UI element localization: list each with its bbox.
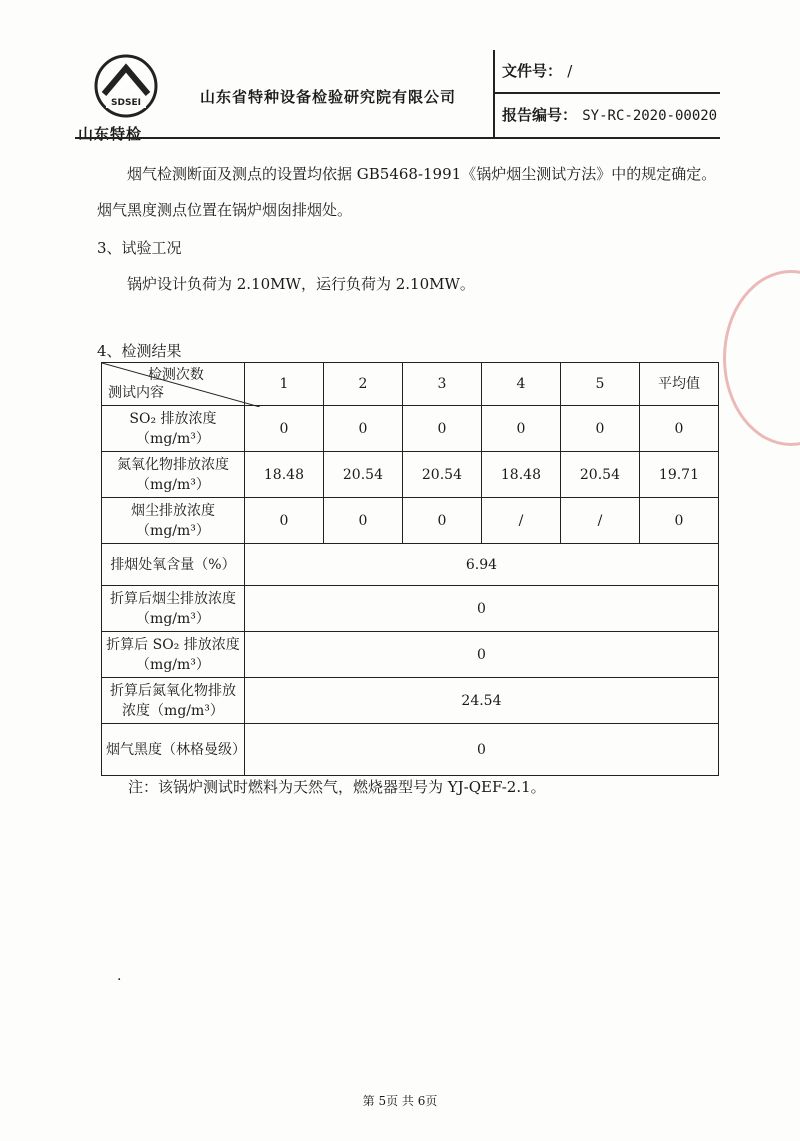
- table-cell: /: [560, 498, 639, 544]
- summary-row: [102, 632, 719, 678]
- report-number-value: SY-RC-2020-00020: [582, 108, 718, 124]
- summary-value: 0: [244, 632, 718, 678]
- section-3-title: 3、试验工况: [97, 239, 182, 257]
- summary-row: [102, 544, 719, 586]
- row-label: 折算后氮氧化物排放浓度（mg/m³）: [102, 678, 245, 724]
- row-label: 烟尘排放浓度（mg/m³）: [102, 498, 245, 544]
- header-divider: [493, 50, 495, 138]
- table-cell: 20.54: [560, 452, 639, 498]
- table-row: [102, 498, 719, 544]
- logo-text: SDSEI: [111, 98, 141, 108]
- table-cell: /: [481, 498, 560, 544]
- table-cell: 18.48: [244, 452, 323, 498]
- row-label: SO₂ 排放浓度（mg/m³）: [102, 406, 245, 452]
- table-cell: 20.54: [402, 452, 481, 498]
- doc-number-value: /: [567, 62, 573, 80]
- official-seal: [723, 270, 800, 446]
- column-header: 4: [481, 363, 560, 406]
- table-row: [102, 452, 719, 498]
- doc-number-label: 文件号：: [502, 62, 563, 80]
- table-note: 注：该锅炉测试时燃料为天然气，燃烧器型号为 YJ-QEF-2.1。: [128, 778, 546, 796]
- logo-caption: 山东特检: [78, 125, 143, 143]
- table-cell: 20.54: [323, 452, 402, 498]
- paragraph-measurement: 烟气检测断面及测点的设置均依据 GB5468-1991《锅炉烟尘测试方法》中的规定确定。烟气黑度测点位置在锅炉烟囱排烟处。: [97, 165, 717, 219]
- column-header: 平均值: [639, 363, 718, 406]
- report-number-label: 报告编号：: [502, 106, 578, 124]
- column-header: 1: [244, 363, 323, 406]
- company-name: 山东省特种设备检验研究院有限公司: [200, 88, 457, 106]
- column-header: 2: [323, 363, 402, 406]
- table-cell: 0: [402, 498, 481, 544]
- table-cell: 0: [244, 498, 323, 544]
- summary-row: [102, 678, 719, 724]
- table-cell: 0: [244, 406, 323, 452]
- table-cell: 19.71: [639, 452, 718, 498]
- row-label: 折算后 SO₂ 排放浓度（mg/m³）: [102, 632, 245, 678]
- section-4-title: 4、检测结果: [97, 342, 182, 360]
- table-cell: 0: [402, 406, 481, 452]
- column-header: 3: [402, 363, 481, 406]
- column-header: 5: [560, 363, 639, 406]
- table-cell: 0: [639, 406, 718, 452]
- table-corner-cell: [102, 363, 245, 406]
- table-cell: 0: [639, 498, 718, 544]
- report-number: [502, 104, 717, 125]
- summary-row: [102, 724, 719, 776]
- summary-value: 0: [244, 586, 718, 632]
- header-divider: [493, 92, 720, 94]
- corner-label-bottom: 测试内容: [108, 385, 164, 401]
- page-footer: 第 5页 共 6页: [362, 1094, 438, 1108]
- header-rule: [75, 137, 720, 139]
- table-cell: 0: [323, 406, 402, 452]
- summary-row: [102, 586, 719, 632]
- doc-number: [502, 60, 572, 81]
- table-cell: 18.48: [481, 452, 560, 498]
- summary-value: 0: [244, 724, 718, 776]
- corner-label-top: 检测次数: [147, 367, 204, 383]
- table-cell: 0: [481, 406, 560, 452]
- row-label: 烟气黑度（林格曼级）: [102, 724, 245, 776]
- row-label: 氮氧化物排放浓度（mg/m³）: [102, 452, 245, 498]
- summary-value: 24.54: [244, 678, 718, 724]
- stray-mark: .: [117, 968, 122, 984]
- results-table: [101, 362, 719, 776]
- table-header-row: [102, 363, 719, 406]
- row-label: 排烟处氧含量（%）: [102, 544, 245, 586]
- table-row: [102, 406, 719, 452]
- section-3-text: 锅炉设计负荷为 2.10MW，运行负荷为 2.10MW。: [127, 275, 475, 293]
- row-label: 折算后烟尘排放浓度（mg/m³）: [102, 586, 245, 632]
- table-cell: 0: [560, 406, 639, 452]
- summary-value: 6.94: [244, 544, 718, 586]
- table-cell: 0: [323, 498, 402, 544]
